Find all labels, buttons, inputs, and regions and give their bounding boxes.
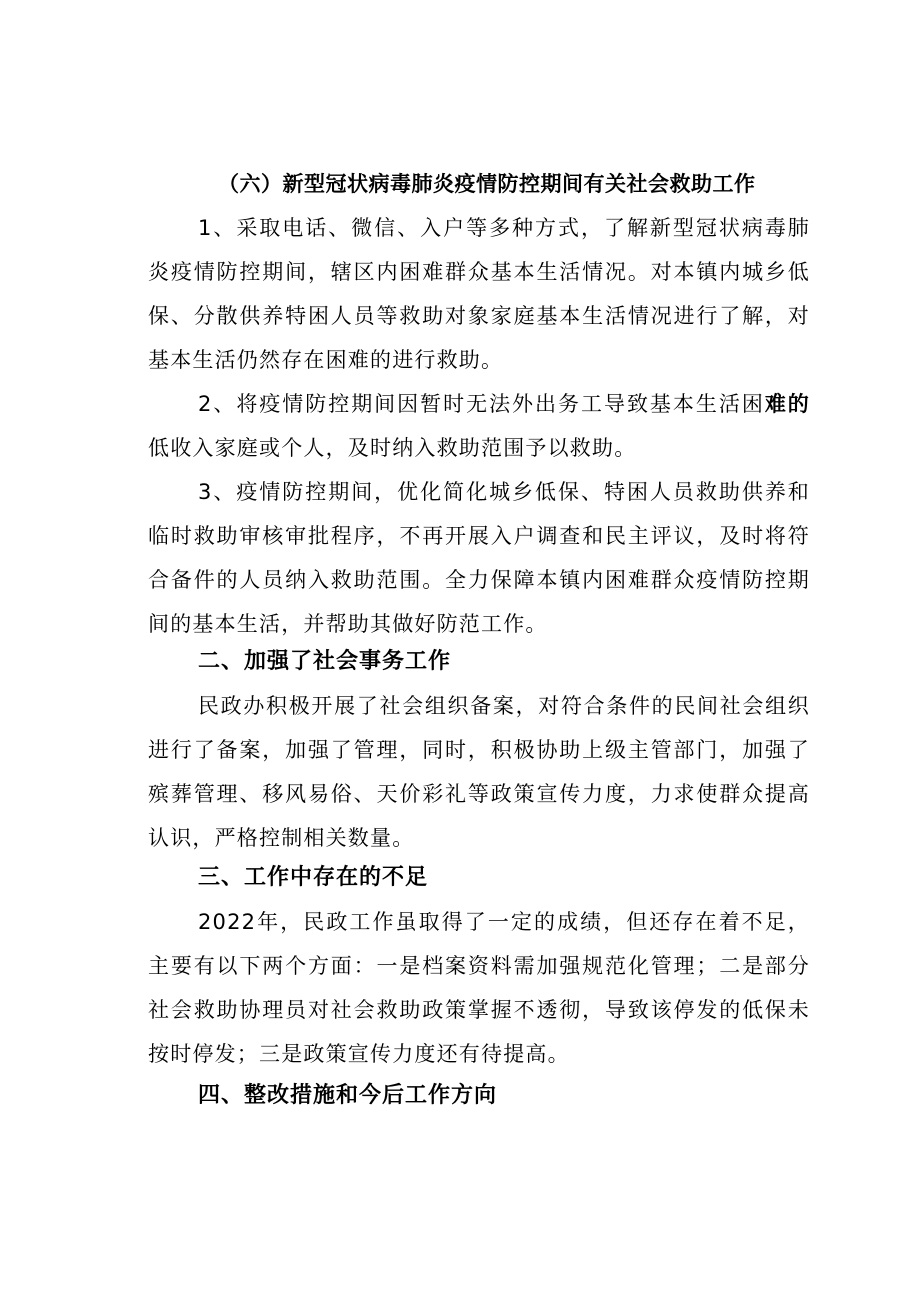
- section-2-body: 民政办积极开展了社会组织备案，对符合条件的民间社会组织进行了备案，加强了管理，同时，积极协助上级主管部门，加强了殡葬管理、移风易俗、天价彩礼等政策宣传力度，力求使群众提高认识，严格控制相关数量。: [148, 694, 810, 850]
- section-3-body: 2022年，民政工作虽取得了一定的成绩，但还存在着不足，主要有以下两个方面：一是档案资料需加强规范化管理；二是部分社会救助协理员对社会救助政策掌握不透彻，导致该停发的低保未按时停发；三是政策宣传力度还有待提高。: [148, 910, 810, 1066]
- section-6-item-1: 1、采取电话、微信、入户等多种方式，了解新型冠状病毒肺炎疫情防控期间，辖区内困难群众基本生活情况。对本镇内城乡低保、分散供养特困人员等救助对象家庭基本生活情况进行了解，对基本生活仍然存在困难的进行救助。: [148, 216, 810, 372]
- section-6-item-3: 3、疫情防控期间，优化简化城乡低保、特困人员救助供养和临时救助审核审批程序，不再开展入户调查和民主评议，及时将符合备件的人员纳入救助范围。全力保障本镇内困难群众疫情防控期间的基本生活，并帮助其做好防范工作。: [148, 480, 810, 636]
- section-2-heading: 二、加强了社会事务工作: [198, 649, 452, 674]
- section-6-item-2-bold-text: 难的: [764, 392, 811, 416]
- section-6-item-2: [148, 382, 810, 470]
- section-6-item-2-text-b: 低收入家庭或个人，及时纳入救助范围予以救助。: [148, 436, 637, 460]
- section-4-heading: 四、整改措施和今后工作方向: [198, 1083, 498, 1108]
- section-6-item-2-text-a: 2、将疫情防控期间因暂时无法外出务工导致基本生活困: [198, 392, 765, 416]
- section-6-heading: （六）新型冠状病毒肺炎疫情防控期间有关社会救助工作: [218, 172, 756, 196]
- section-3-heading: 三、工作中存在的不足: [198, 865, 429, 890]
